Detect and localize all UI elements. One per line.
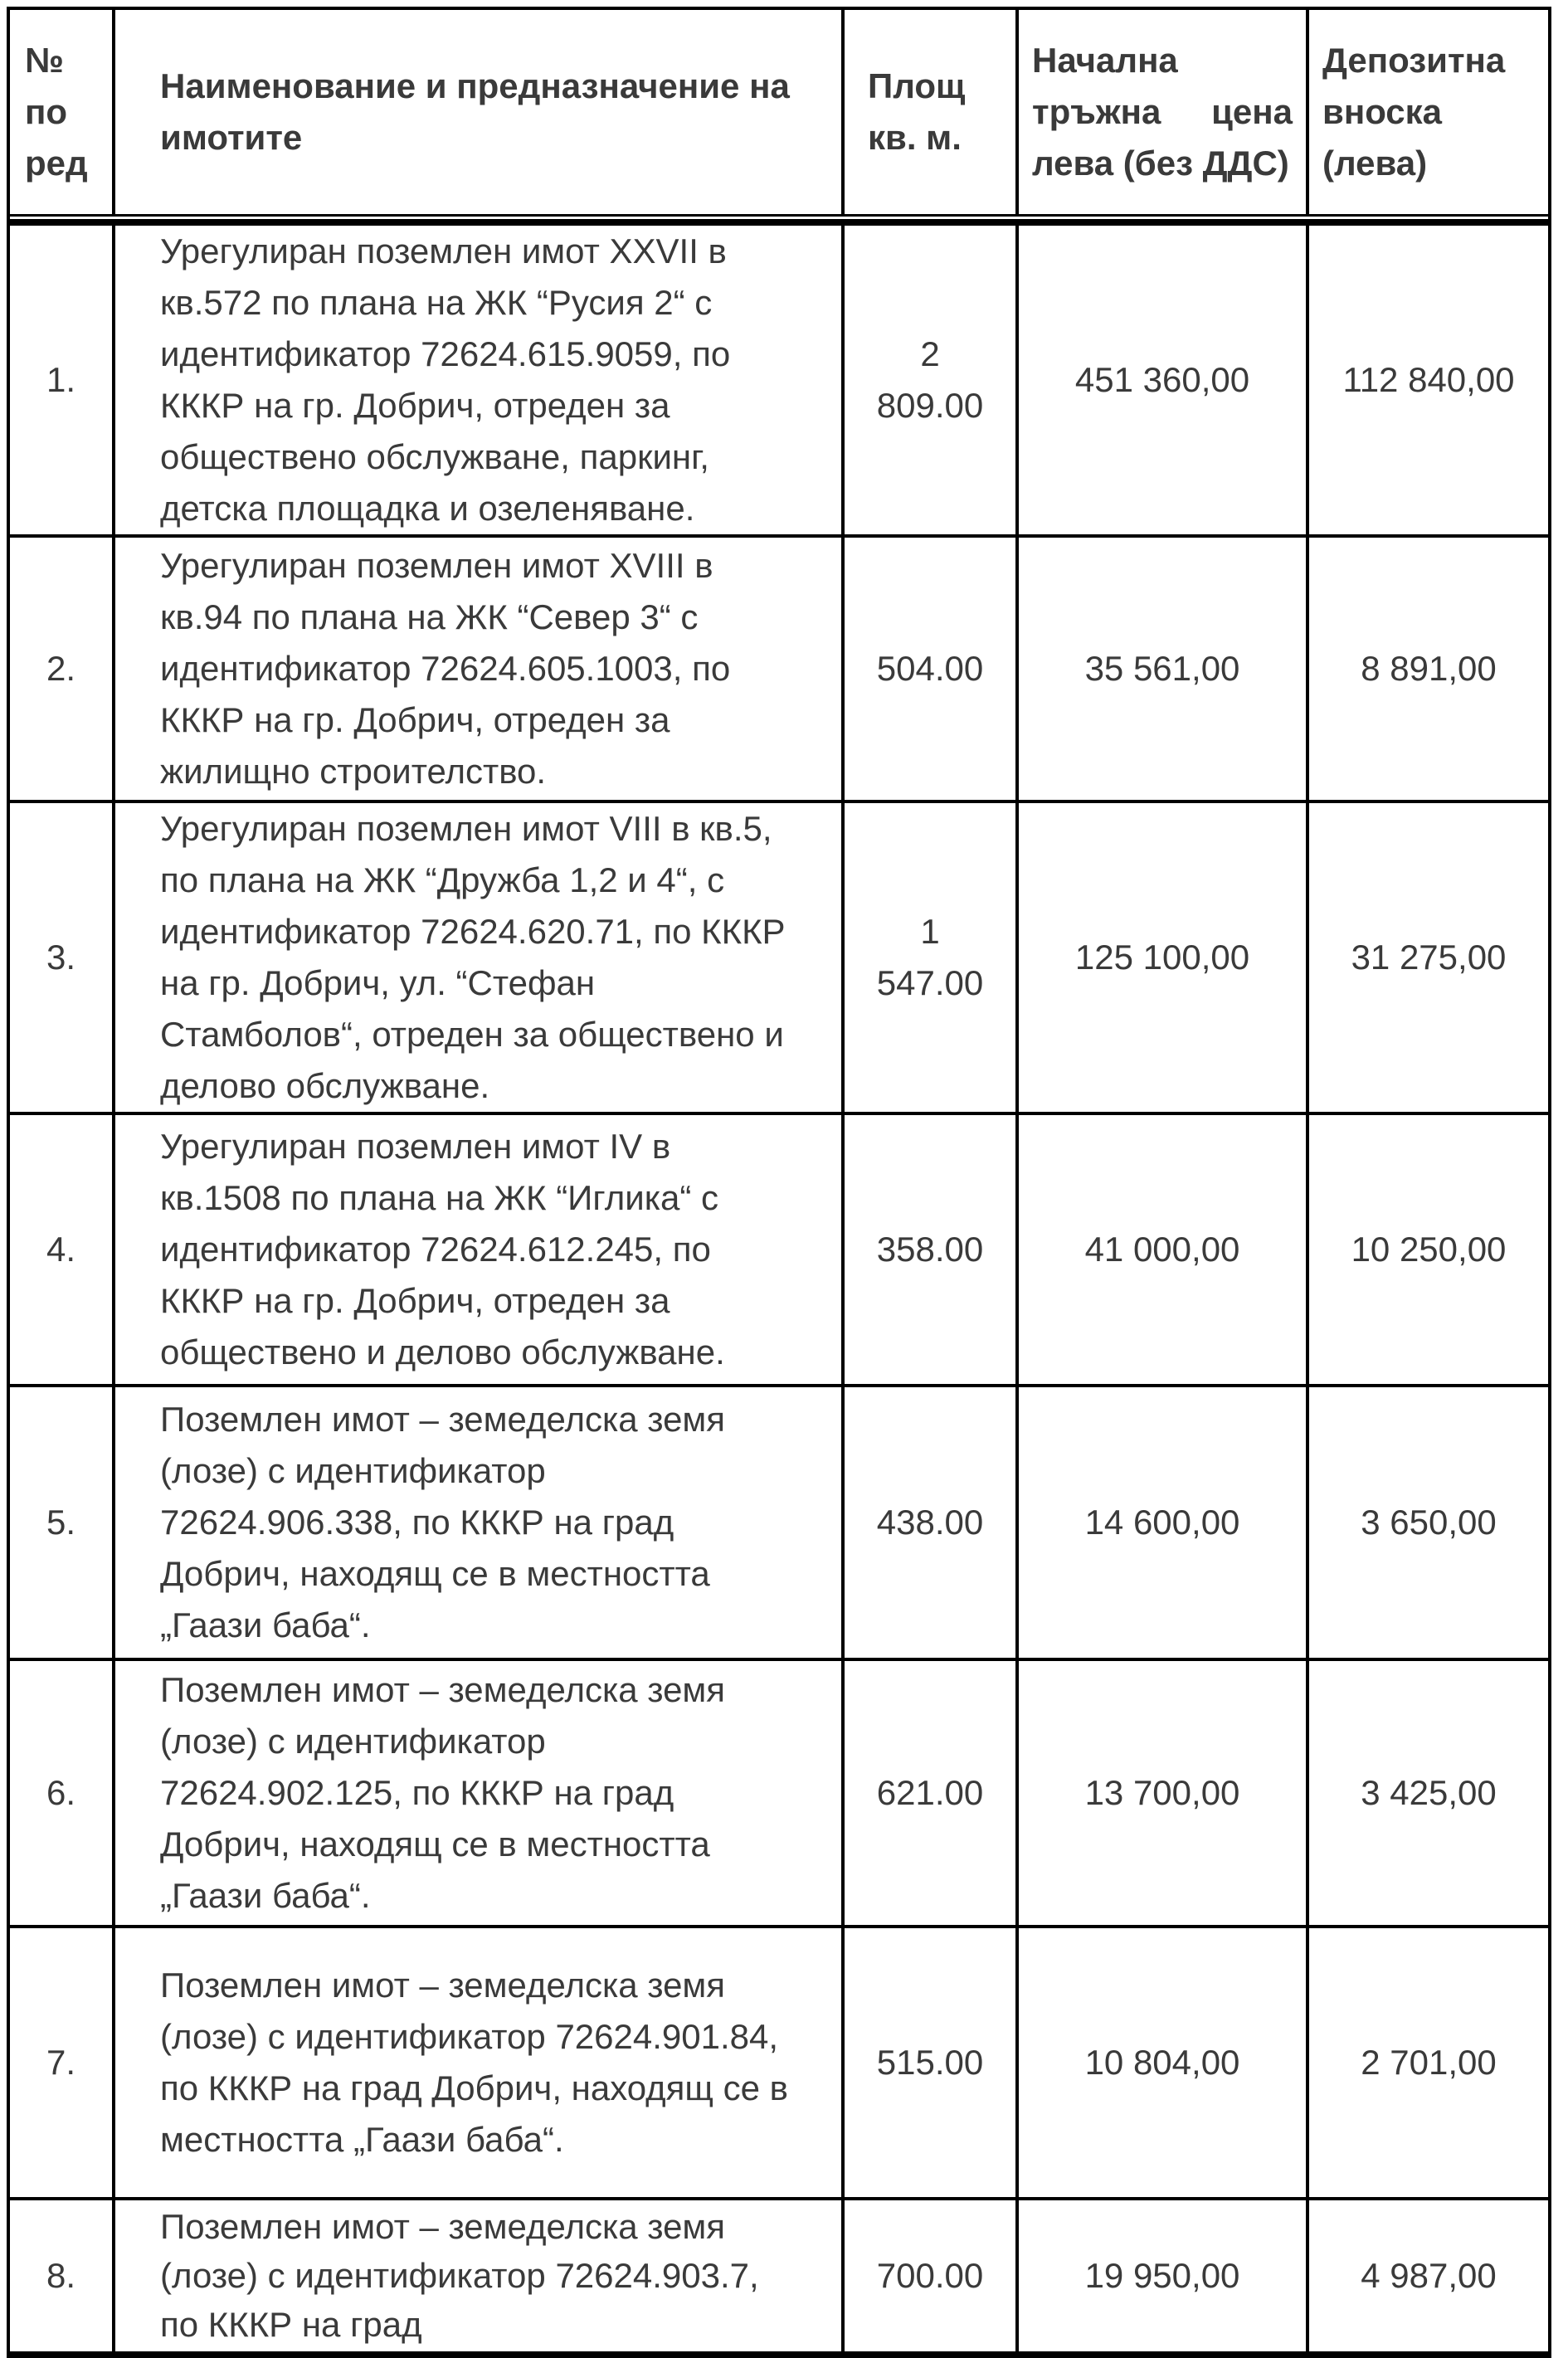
price-cell xyxy=(1019,803,1309,1112)
price-value: 14 600,00 xyxy=(1084,1503,1240,1542)
deposit-value: 112 840,00 xyxy=(1342,360,1515,399)
property-description: Урегулиран поземлен имот XXVII в кв.572 по плана на ЖК “Русия 2“ с идентификатор 72624.615.9059, по КККР на гр. Добрич, отреден за обществено обслужване, паркинг, детска площадка и озеленяване. xyxy=(160,231,731,528)
row-number-cell xyxy=(10,1387,115,1658)
area-value: 515.00 xyxy=(876,2043,984,2082)
property-description-cell xyxy=(115,1115,845,1384)
deposit-value: 3 425,00 xyxy=(1361,1773,1497,1812)
property-description-cell xyxy=(115,226,845,534)
area-cell xyxy=(845,1387,1019,1658)
row-number: 7. xyxy=(46,2043,76,2082)
page-cut-border-line xyxy=(7,2351,1551,2358)
property-description: Поземлен имот – земеделска земя (лозе) с идентификатор 72624.901.84, по КККР на град Добрич, находящ се в местността „Гаази баба“. xyxy=(160,1966,788,2159)
properties-table xyxy=(7,7,1551,2351)
property-description-cell xyxy=(115,1928,845,2197)
row-number: 5. xyxy=(46,1503,76,1542)
price-value: 125 100,00 xyxy=(1074,938,1250,977)
header-area xyxy=(845,10,1019,214)
deposit-cell xyxy=(1309,1115,1548,1384)
deposit-value: 31 275,00 xyxy=(1351,938,1507,977)
property-description: Урегулиран поземлен имот XVIII в кв.94 по плана на ЖК “Север 3“ с идентификатор 72624.605.1003, по КККР на гр. Добрич, отреден за жилищно строителство. xyxy=(160,546,731,791)
property-description-cell xyxy=(115,538,845,800)
table-row xyxy=(10,1387,1548,1661)
deposit-cell xyxy=(1309,1661,1548,1925)
area-value: 2 809.00 xyxy=(876,334,984,425)
table-header-row xyxy=(10,10,1548,214)
area-cell xyxy=(845,803,1019,1112)
header-row-number-label: № по ред xyxy=(25,41,88,183)
property-description-cell xyxy=(115,2200,845,2351)
header-name-purpose-label: Наименование и предназначение на имотите xyxy=(160,66,790,157)
price-cell xyxy=(1019,226,1309,534)
row-number-cell xyxy=(10,226,115,534)
row-number: 3. xyxy=(46,938,76,977)
header-starting-price xyxy=(1019,10,1309,214)
area-value: 438.00 xyxy=(876,1503,984,1542)
deposit-cell xyxy=(1309,1387,1548,1658)
table-row xyxy=(10,538,1548,803)
header-name-purpose xyxy=(115,10,845,214)
deposit-cell xyxy=(1309,803,1548,1112)
price-value: 13 700,00 xyxy=(1084,1773,1240,1812)
property-description: Поземлен имот – земеделска земя (лозе) с идентификатор 72624.906.338, по КККР на град Добрич, находящ се в местността „Гаази баба“. xyxy=(160,1400,726,1644)
property-description-cell xyxy=(115,803,845,1112)
deposit-cell xyxy=(1309,226,1548,534)
area-value: 621.00 xyxy=(876,1773,984,1812)
table-row xyxy=(10,2200,1548,2351)
area-value: 1 547.00 xyxy=(876,912,984,1002)
property-description: Урегулиран поземлен имот IV в кв.1508 по плана на ЖК “Иглика“ с идентификатор 72624.612.245, по КККР на гр. Добрич, отреден за обществено и делово обслужване. xyxy=(160,1127,725,1371)
row-number: 6. xyxy=(46,1773,76,1812)
header-deposit-label: Депозитна вноска (лева) xyxy=(1322,41,1506,183)
area-cell xyxy=(845,1928,1019,2197)
deposit-value: 8 891,00 xyxy=(1361,649,1497,688)
row-number: 2. xyxy=(46,649,76,688)
deposit-cell xyxy=(1309,1928,1548,2197)
deposit-value: 10 250,00 xyxy=(1351,1230,1507,1269)
property-description: Урегулиран поземлен имот VIII в кв.5, по плана на ЖК “Дружба 1,2 и 4“, с идентификатор 72624.620.71, по КККР на гр. Добрич, ул. “Стефан Стамболов“, отреден за обществено и делово обслужване. xyxy=(160,809,786,1105)
price-cell xyxy=(1019,1661,1309,1925)
price-value: 10 804,00 xyxy=(1084,2043,1240,2082)
price-cell xyxy=(1019,2200,1309,2351)
row-number-cell xyxy=(10,1115,115,1384)
table-row xyxy=(10,1661,1548,1928)
header-starting-price-label: Начална тръжна цена лева (без ДДС) xyxy=(1032,41,1293,183)
row-number-cell xyxy=(10,2200,115,2351)
price-cell xyxy=(1019,1928,1309,2197)
price-value: 19 950,00 xyxy=(1084,2256,1240,2295)
table-row xyxy=(10,803,1548,1115)
deposit-value: 4 987,00 xyxy=(1361,2256,1497,2295)
property-description-cell xyxy=(115,1387,845,1658)
area-cell xyxy=(845,1661,1019,1925)
price-value: 35 561,00 xyxy=(1084,649,1240,688)
row-number: 4. xyxy=(46,1230,76,1269)
row-number-cell xyxy=(10,538,115,800)
price-value: 451 360,00 xyxy=(1074,360,1250,399)
area-value: 358.00 xyxy=(876,1230,984,1269)
price-cell xyxy=(1019,1115,1309,1384)
area-cell xyxy=(845,538,1019,800)
property-description: Поземлен имот – земеделска земя (лозе) с идентификатор 72624.903.7, по КККР на град xyxy=(160,2207,759,2344)
table-row xyxy=(10,1115,1548,1387)
deposit-value: 2 701,00 xyxy=(1361,2043,1497,2082)
table-row xyxy=(10,226,1548,538)
row-number-cell xyxy=(10,1661,115,1925)
header-deposit xyxy=(1309,10,1548,214)
deposit-cell xyxy=(1309,2200,1548,2351)
price-cell xyxy=(1019,538,1309,800)
price-cell xyxy=(1019,1387,1309,1658)
row-number-cell xyxy=(10,1928,115,2197)
price-value: 41 000,00 xyxy=(1084,1230,1240,1269)
area-value: 700.00 xyxy=(876,2256,984,2295)
row-number: 1. xyxy=(46,360,76,399)
area-cell xyxy=(845,2200,1019,2351)
deposit-value: 3 650,00 xyxy=(1361,1503,1497,1542)
property-description-cell xyxy=(115,1661,845,1925)
row-number-cell xyxy=(10,803,115,1112)
header-divider-line xyxy=(10,214,1548,226)
header-area-label: Площ кв. м. xyxy=(868,66,966,157)
table-row xyxy=(10,1928,1548,2200)
row-number: 8. xyxy=(46,2256,76,2295)
area-cell xyxy=(845,226,1019,534)
header-row-number xyxy=(10,10,115,214)
area-cell xyxy=(845,1115,1019,1384)
property-description: Поземлен имот – земеделска земя (лозе) с идентификатор 72624.902.125, по КККР на град Добрич, находящ се в местността „Гаази баба“. xyxy=(160,1670,726,1915)
area-value: 504.00 xyxy=(876,649,984,688)
deposit-cell xyxy=(1309,538,1548,800)
